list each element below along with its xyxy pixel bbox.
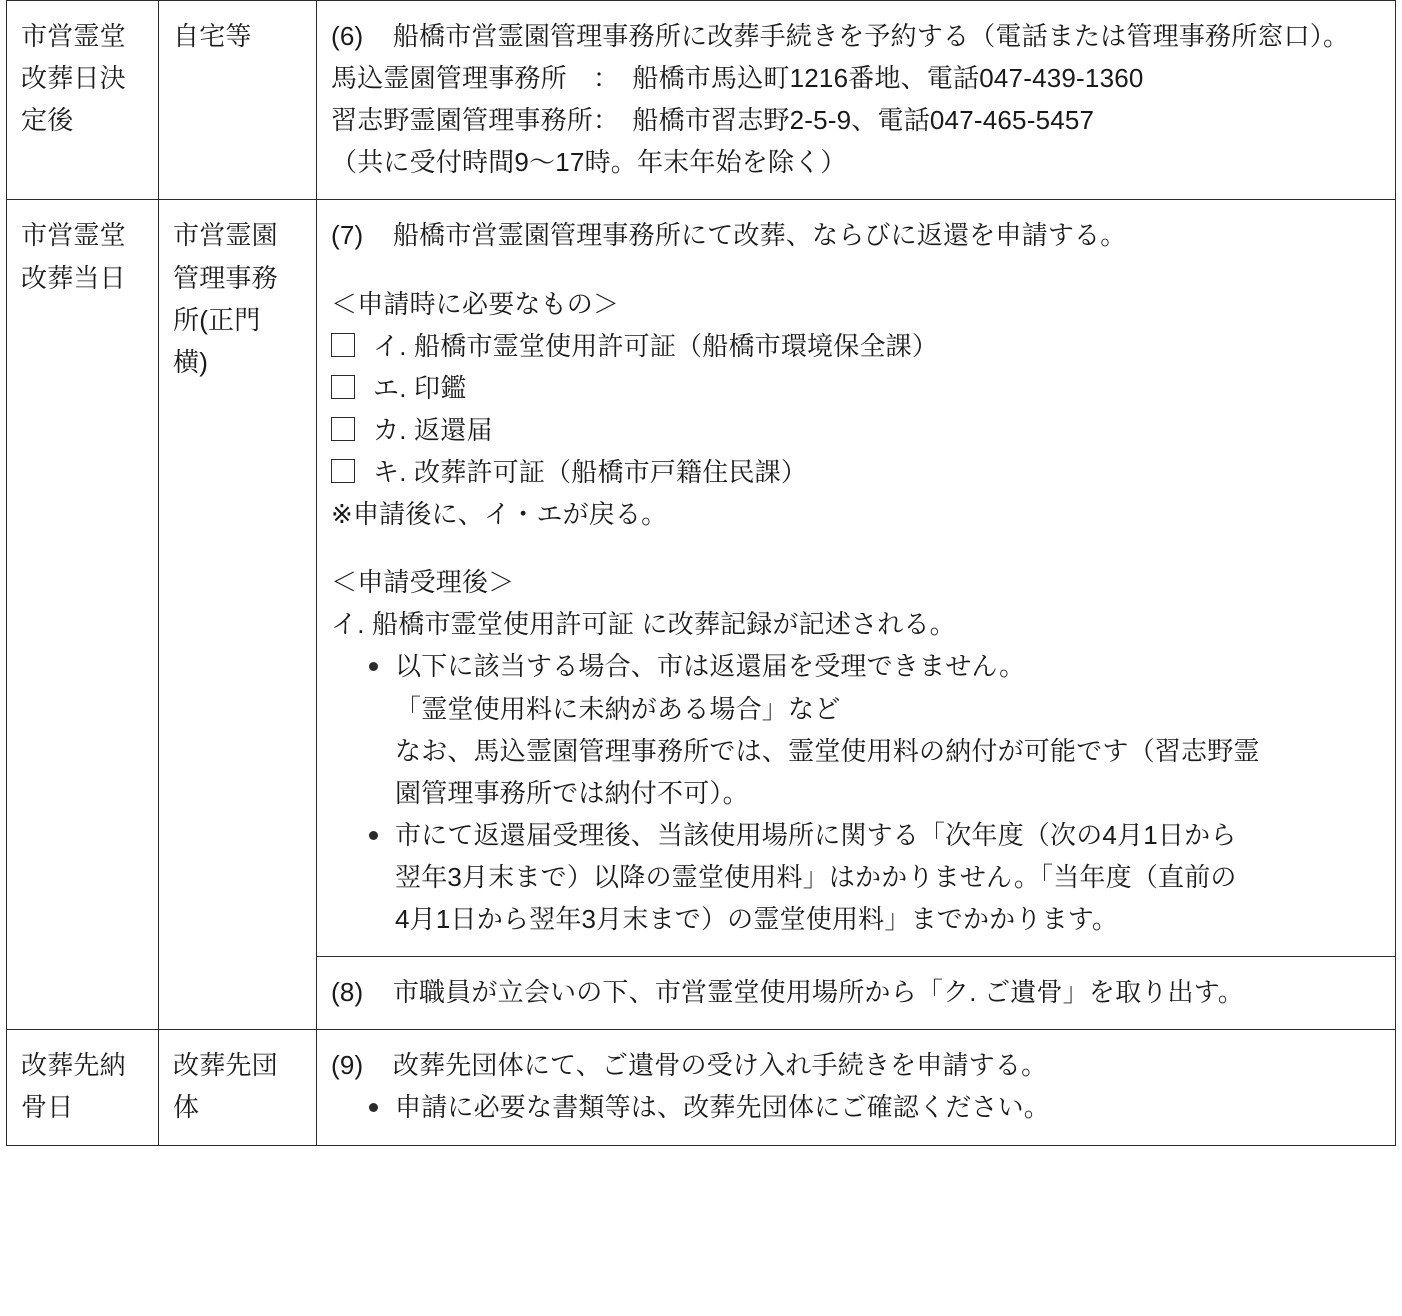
place-cell — [159, 1030, 317, 1145]
bullet-line: なお、馬込霊園管理事務所では、霊堂使用料の納付が可能です（習志野霊 — [395, 735, 1260, 766]
after-heading: ＜申請受理後＞ — [331, 567, 515, 598]
checklist-label: キ. 改葬許可証（船橋市戸籍住民課） — [373, 456, 808, 487]
table-row — [7, 1030, 1396, 1145]
item-text: 船橋市営霊園管理事務所にて改葬、ならびに返還を申請する。 — [392, 220, 1127, 251]
bullet-line: 「霊堂使用料に未納がある場合」など — [395, 693, 841, 724]
phase-line: 骨日 — [21, 1092, 74, 1123]
required-heading: ＜申請時に必要なもの＞ — [331, 288, 620, 319]
checkbox[interactable] — [331, 459, 355, 483]
bullet-line: 園管理事務所では納付不可）。 — [395, 777, 749, 808]
place-cell — [159, 1, 317, 200]
bullet-line: 以下に該当する場合、市は返還届を受理できません。 — [395, 651, 1026, 682]
spacer — [331, 257, 1383, 283]
numbered-item — [331, 15, 1383, 57]
phase-line: 市営霊堂 — [21, 220, 126, 251]
checklist-item — [331, 451, 1383, 493]
item-number: (8) — [331, 977, 364, 1008]
content-cell — [317, 957, 1396, 1030]
list-item — [395, 1086, 1383, 1128]
item-text: 改葬先団体にて、ご遺骨の受け入れ手続きを申請する。 — [392, 1050, 1048, 1081]
numbered-item — [331, 214, 1383, 256]
item-number: (7) — [331, 220, 364, 251]
bullet-line: 市にて返還届受理後、当該使用場所に関する「次年度（次の4月1日から — [395, 819, 1237, 850]
numbered-item — [331, 1044, 1383, 1086]
checklist-item — [331, 409, 1383, 451]
content-cell — [317, 1030, 1396, 1145]
bullet-line: 翌年3月末まで）以降の霊堂使用料」はかかりません。「当年度（直前の — [395, 861, 1237, 892]
place-cell — [159, 200, 317, 1030]
checklist-label: カ. 返還届 — [373, 414, 493, 445]
checkbox[interactable] — [331, 375, 355, 399]
detail-line: （共に受付時間9〜17時。年末年始を除く） — [331, 147, 847, 178]
item-number: (6) — [331, 21, 364, 51]
place-line: 体 — [173, 1092, 200, 1123]
phase-line: 定後 — [21, 105, 74, 136]
bullet-line: 申請に必要な書類等は、改葬先団体にご確認ください。 — [395, 1092, 1051, 1123]
detail-line: 習志野霊園管理事務所： 船橋市習志野2-5-9、電話047-465-5457 — [331, 105, 1095, 136]
place-line: 横) — [173, 346, 209, 377]
spacer — [331, 535, 1383, 561]
content-cell — [317, 1, 1396, 200]
place-line: 所(正門 — [173, 304, 261, 335]
phase-line: 改葬先納 — [21, 1050, 126, 1081]
checkbox[interactable] — [331, 333, 355, 357]
phase-cell — [7, 200, 159, 1030]
checklist-label: イ. 船橋市霊堂使用許可証（船橋市環境保全課） — [373, 330, 939, 361]
content-cell — [317, 200, 1396, 957]
checklist-label: エ. 印鑑 — [373, 372, 467, 403]
list-item — [395, 814, 1383, 940]
phase-line: 改葬当日 — [21, 262, 126, 293]
place-line: 自宅等 — [173, 21, 252, 51]
checkbox[interactable] — [331, 417, 355, 441]
bullet-list — [331, 1086, 1383, 1128]
checklist-item — [331, 367, 1383, 409]
item-text: 船橋市営霊園管理事務所に改葬手続きを予約する（電話または管理事務所窓口）。 — [392, 21, 1350, 51]
table-row — [7, 1, 1396, 200]
procedure-table — [6, 0, 1396, 1146]
bullet-list — [331, 645, 1383, 940]
item-text: 市職員が立会いの下、市営霊堂使用場所から「ク. ご遺骨」を取り出す。 — [392, 977, 1244, 1008]
phase-cell — [7, 1, 159, 200]
checklist-item — [331, 325, 1383, 367]
bullet-line: 4月1日から翌年3月末まで）の霊堂使用料」までかかります。 — [395, 904, 1119, 935]
list-item — [395, 645, 1383, 813]
phase-cell — [7, 1030, 159, 1145]
place-line: 改葬先団 — [173, 1050, 278, 1081]
place-line: 管理事務 — [173, 262, 278, 293]
numbered-item — [331, 971, 1383, 1013]
after-line: イ. 船橋市霊堂使用許可証 に改葬記録が記述される。 — [331, 609, 956, 640]
note-line: ※申請後に、イ・エが戻る。 — [331, 499, 668, 530]
item-number: (9) — [331, 1050, 364, 1081]
detail-line: 馬込霊園管理事務所 ： 船橋市馬込町1216番地、電話047-439-1360 — [331, 63, 1144, 94]
phase-line: 改葬日決 — [21, 63, 126, 94]
table-row — [7, 200, 1396, 957]
place-line: 市営霊園 — [173, 220, 278, 251]
phase-line: 市営霊堂 — [21, 21, 126, 51]
